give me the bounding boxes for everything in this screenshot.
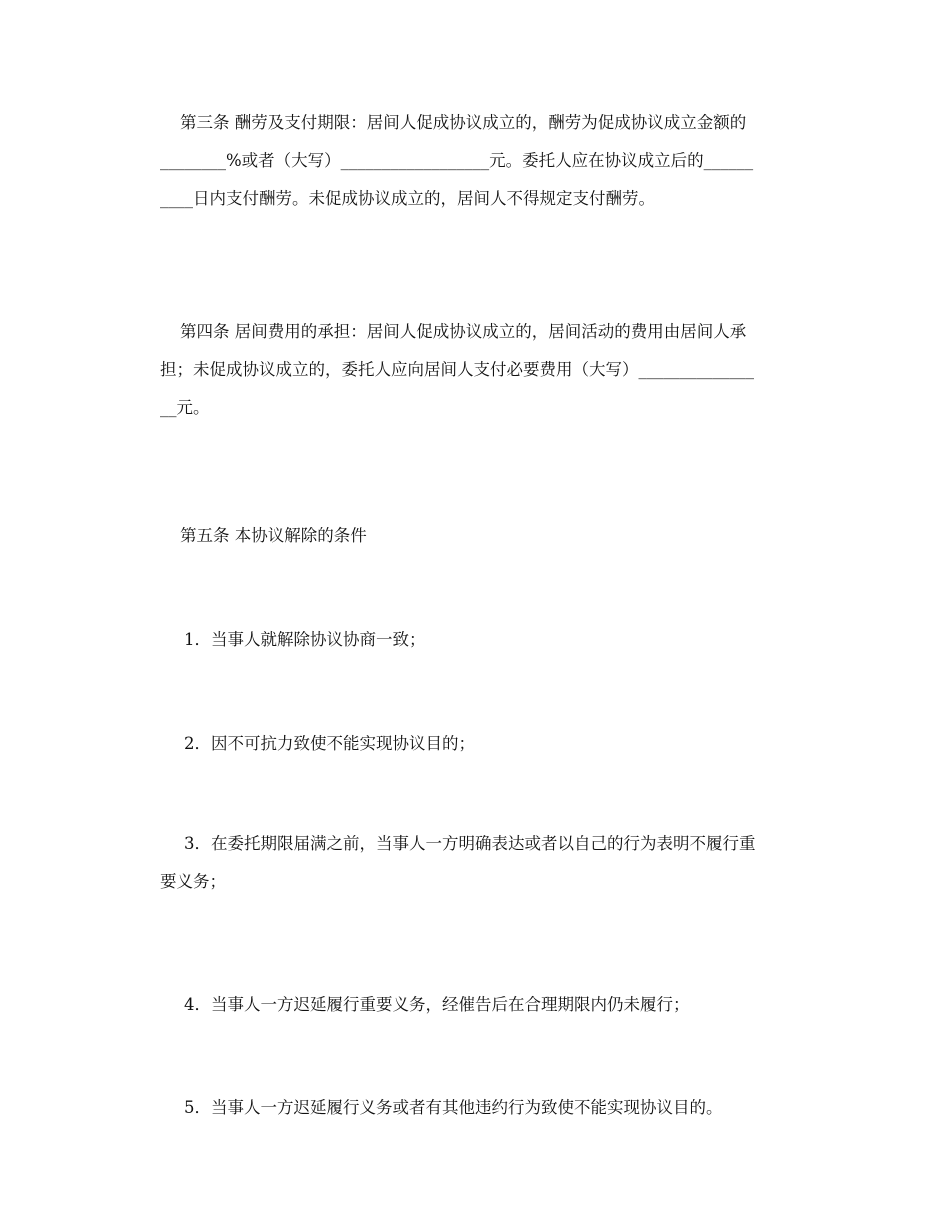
condition-3-line-1: 3．在委托期限届满之前，当事人一方明确表达或者以自己的行为表明不履行重 <box>184 834 756 853</box>
article-3 <box>140 104 812 218</box>
article-4 <box>140 313 812 427</box>
article-3-line-1: 第三条 酬劳及支付期限：居间人促成协议成立的，酬劳为促成协议成立金额的 <box>180 113 747 132</box>
condition-5-line-1: 5．当事人一方迟延履行义务或者有其他违约行为致使不能实现协议目的。 <box>184 1098 723 1117</box>
condition-2 <box>140 725 812 763</box>
condition-1-line-1: 1．当事人就解除协议协商一致； <box>184 630 426 649</box>
article-3-line-3: ____日内支付酬劳。未促成协议成立的，居间人不得规定支付酬劳。 <box>160 189 655 208</box>
article-4-line-2: 担；未促成协议成立的，委托人应向居间人支付必要费用（大写）______________ <box>160 360 754 379</box>
condition-3 <box>140 825 812 901</box>
condition-4-line-1: 4．当事人一方迟延履行重要义务，经催告后在合理期限内仍未履行； <box>184 995 690 1014</box>
article-4-line-3: __元。 <box>160 398 210 417</box>
condition-3-line-2: 要义务； <box>160 872 226 891</box>
condition-4 <box>140 986 812 1024</box>
article-3-line-2: ________%或者（大写）__________________元。委托人应在协议成立后的______ <box>160 151 754 170</box>
condition-1 <box>140 621 812 659</box>
article-5-heading <box>140 517 812 555</box>
condition-2-line-1: 2．因不可抗力致使不能实现协议目的； <box>184 734 475 753</box>
article-5-line-1: 第五条 本协议解除的条件 <box>180 526 367 545</box>
condition-5 <box>140 1089 812 1127</box>
article-4-line-1: 第四条 居间费用的承担：居间人促成协议成立的，居间活动的费用由居间人承 <box>180 322 747 341</box>
